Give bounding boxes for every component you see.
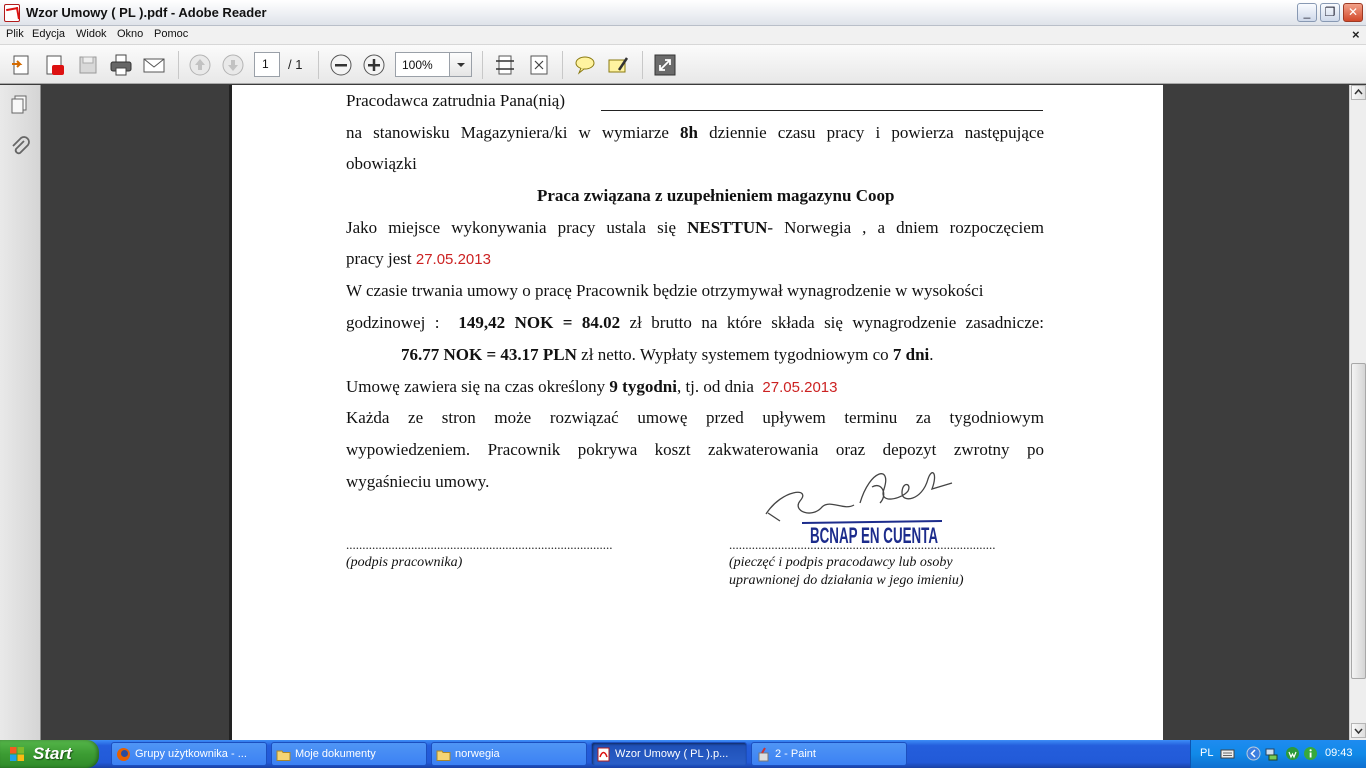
task-adobe-reader[interactable]: Wzor Umowy ( PL ).p... — [591, 742, 747, 766]
doc-line-period: Umowę zawiera się na czas określony 9 tygodni, tj. od dnia 27.05.2013 — [346, 377, 838, 396]
zoom-value: 100% — [402, 58, 433, 72]
network-icon[interactable] — [1264, 746, 1279, 761]
full-screen-icon[interactable] — [652, 52, 678, 78]
task-norwegia[interactable]: norwegia — [431, 742, 587, 766]
task-paint[interactable]: 2 - Paint — [751, 742, 907, 766]
doc-heading: Praca związana z uzupełnieniem magazynu Coop — [537, 186, 895, 205]
previous-page-icon[interactable] — [187, 52, 213, 78]
pages-thumbnail-icon[interactable] — [8, 93, 32, 117]
pdf-icon — [596, 747, 611, 762]
doc-line-termination-2: wypowiedzeniem. Pracownik pokrywa koszt zakwaterowania oraz depozyt zwrotny po — [346, 440, 1044, 459]
start-label: Start — [33, 744, 72, 763]
chevron-down-icon[interactable] — [449, 53, 471, 76]
print-icon[interactable] — [108, 52, 134, 78]
window-title: Wzor Umowy ( PL ).pdf - Adobe Reader — [26, 5, 267, 20]
save-icon[interactable] — [75, 52, 101, 78]
title-bar — [0, 0, 1366, 26]
system-tray — [1190, 740, 1366, 768]
zoom-in-icon[interactable] — [361, 52, 387, 78]
folder-icon — [276, 747, 291, 762]
paint-icon — [756, 747, 771, 762]
doc-line-termination-3: wygaśnieciu umowy. — [346, 472, 490, 491]
close-document-icon[interactable]: × — [1352, 27, 1360, 42]
page-total: / 1 — [288, 57, 303, 72]
zoom-select[interactable] — [395, 52, 472, 77]
doc-line-net: 76.77 NOK = 43.17 PLN zł netto. Wypłaty systemem tygodniowym co 7 dni. — [401, 345, 934, 364]
clock[interactable]: 09:43 — [1325, 747, 1353, 759]
next-page-icon[interactable] — [220, 52, 246, 78]
scroll-up-icon[interactable] — [1351, 85, 1366, 100]
doc-line-salary: W czasie trwania umowy o pracę Pracownik będzie otrzymywał wynagrodzenie w wysokości — [346, 281, 984, 300]
doc-line-duties: obowiązki — [346, 154, 417, 173]
zoom-out-icon[interactable] — [328, 52, 354, 78]
keyboard-icon[interactable] — [1220, 746, 1235, 761]
page-number-input[interactable]: 1 — [254, 52, 280, 77]
highlight-icon[interactable] — [605, 52, 631, 78]
fit-width-icon[interactable] — [492, 52, 518, 78]
doc-line-position: na stanowisku Magazyniera/ki w wymiarze 8h dziennie czasu pracy i powierza następujące — [346, 123, 1045, 142]
caption-employer-1: (pieczęć i podpis pracodawcy lub osoby — [729, 555, 953, 570]
scrollbar-thumb[interactable] — [1351, 363, 1366, 679]
doc-line-start: pracy jest 27.05.2013 — [346, 249, 491, 268]
signature-line-employee: .................................................................................. — [346, 537, 613, 552]
email-icon[interactable] — [141, 52, 167, 78]
pdf-page — [229, 85, 1163, 740]
task-firefox[interactable]: Grupy użytkownika - ... — [111, 742, 267, 766]
scroll-down-icon[interactable] — [1351, 723, 1366, 738]
navigation-panel — [0, 85, 41, 740]
open-file-icon[interactable] — [9, 52, 35, 78]
menu-file[interactable]: Plik — [6, 28, 24, 40]
tray-chevron-icon[interactable] — [1246, 746, 1261, 761]
doc-line-termination-1: Każda ze stron może rozwiązać umowę przed upływem terminu za tygodniowym — [346, 408, 1044, 427]
menu-window[interactable]: Okno — [117, 28, 144, 40]
doc-line-hourly: godzinowej : 149,42 NOK = 84.02 zł brutto na które składa się wynagrodzenie zasadnicze: — [346, 313, 1045, 332]
taskbar — [0, 740, 1366, 768]
language-indicator[interactable]: PL — [1200, 747, 1214, 759]
svg-text:BCNAP EN CUENTA: BCNAP EN CUENTA — [810, 523, 939, 548]
minimize-button[interactable]: _ — [1297, 3, 1317, 22]
caption-employee: (podpis pracownika) — [346, 555, 463, 570]
menu-edit[interactable]: Edycja — [32, 28, 66, 40]
info-icon[interactable] — [1303, 746, 1318, 761]
toolbar — [0, 45, 1366, 84]
windows-logo-icon — [9, 746, 25, 762]
attachments-icon[interactable] — [8, 135, 32, 159]
menu-bar — [0, 26, 1366, 45]
signature-stamp — [752, 459, 982, 549]
close-button[interactable]: ✕ — [1343, 3, 1363, 22]
shield-icon[interactable] — [1285, 746, 1300, 761]
vertical-scrollbar[interactable] — [1349, 85, 1366, 740]
start-button[interactable] — [0, 740, 99, 768]
doc-line-employer: Pracodawca zatrudnia Pana(nią) — [346, 91, 565, 110]
signature-line-employer: .................................................................................. — [729, 537, 996, 552]
sticky-note-icon[interactable] — [572, 52, 598, 78]
task-my-documents[interactable]: Moje dokumenty — [271, 742, 427, 766]
document-viewport[interactable] — [42, 85, 1349, 740]
menu-help[interactable]: Pomoc — [154, 28, 189, 40]
maximize-button[interactable]: ❐ — [1320, 3, 1340, 22]
firefox-icon — [116, 747, 131, 762]
caption-employer-2: uprawnionej do działania w jego imieniu) — [729, 573, 964, 588]
menu-view[interactable]: Widok — [76, 28, 107, 40]
folder-icon — [436, 747, 451, 762]
adobe-reader-icon — [4, 4, 20, 22]
fit-page-icon[interactable] — [526, 52, 552, 78]
create-pdf-icon[interactable] — [42, 52, 68, 78]
doc-line-location: Jako miejsce wykonywania pracy ustala się NESTTUN- Norwegia , a dniem rozpoczęciem — [346, 218, 1045, 237]
